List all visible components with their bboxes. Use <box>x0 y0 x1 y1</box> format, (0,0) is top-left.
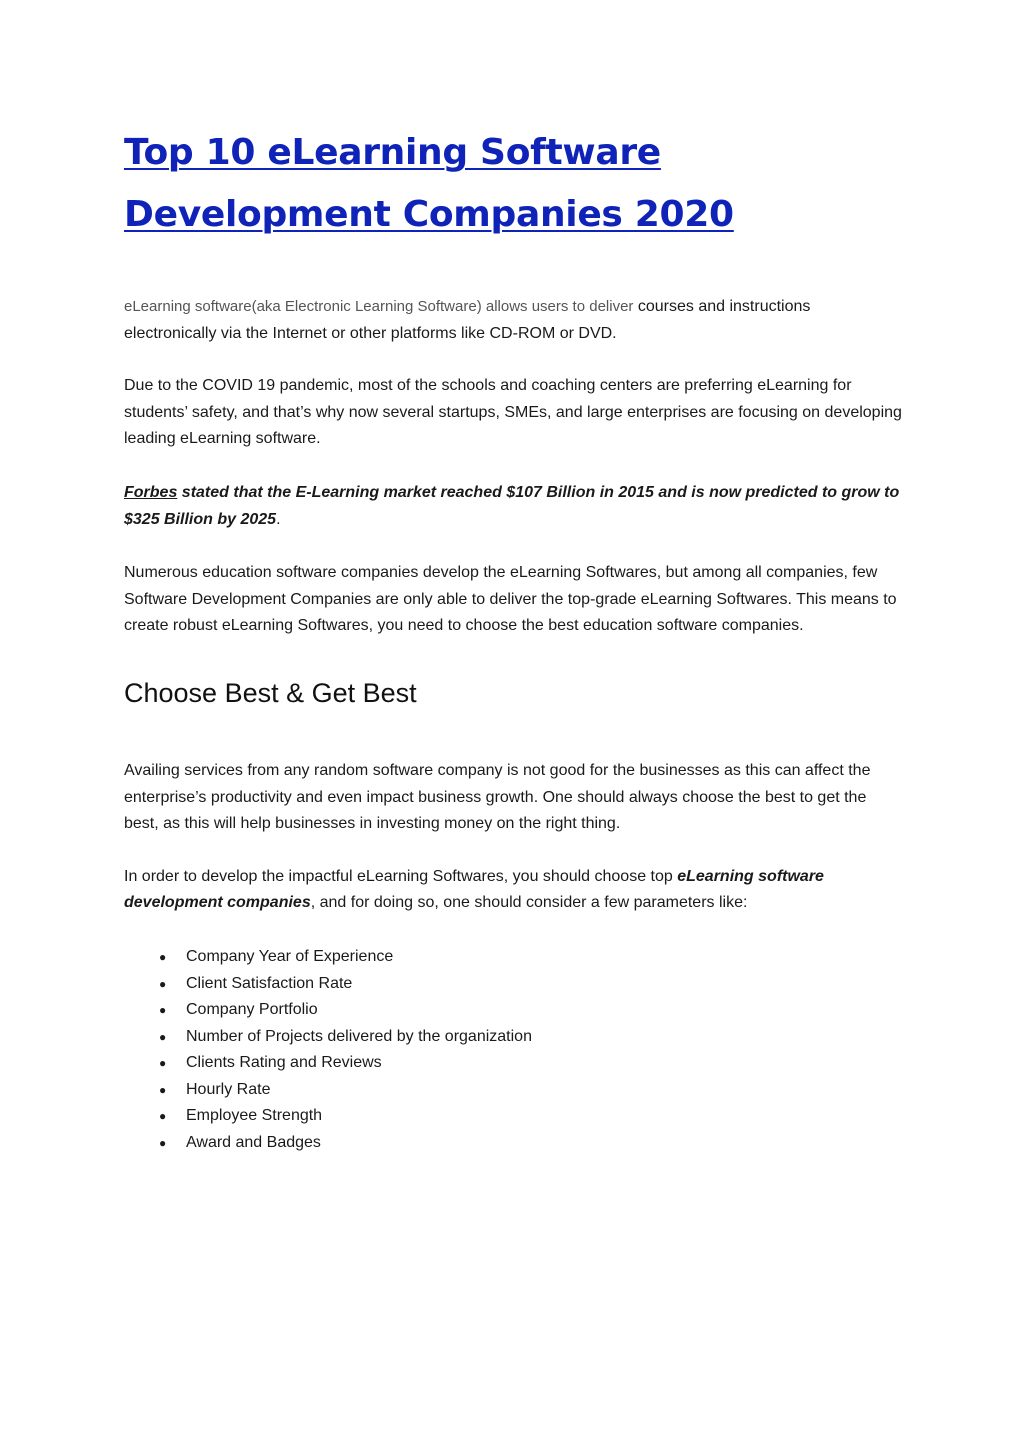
intro-rest-text: courses and instructions electronically via the Internet or other platforms like CD-ROM or DVD. <box>124 298 811 342</box>
list-item-label: Company Portfolio <box>186 1001 318 1019</box>
list-item-label: Award and Badges <box>186 1134 321 1152</box>
bullet-icon: ● <box>159 1003 167 1018</box>
order-after-text: , and for doing so, one should consider a few parameters like: <box>310 894 748 912</box>
numerous-paragraph: Numerous education software companies develop the eLearning Softwares, but among all companies, few Software Development Companies are only able to deliver the top-grade eLearning Softwares. This means to create robust eLearning Softwares, you need to choose the best education software companies. <box>124 564 897 635</box>
list-item-label: Clients Rating and Reviews <box>186 1054 382 1072</box>
list-item-label: Number of Projects delivered by the organization <box>186 1027 532 1045</box>
intro-paragraph <box>124 294 904 347</box>
document-page <box>124 122 904 1157</box>
list-item-label: Employee Strength <box>186 1107 323 1125</box>
list-item <box>124 1077 904 1104</box>
bullet-icon: ● <box>159 949 167 964</box>
forbes-period: . <box>276 510 281 528</box>
list-item-label: Company Year of Experience <box>186 947 394 965</box>
bullet-icon: ● <box>159 976 167 991</box>
list-item <box>124 944 904 971</box>
list-item <box>124 971 904 998</box>
order-paragraph <box>124 864 904 917</box>
order-emphasis-text: eLearning software development companies <box>124 867 824 912</box>
choose-best-heading: Choose Best & Get Best <box>124 677 417 708</box>
list-item <box>124 1050 904 1077</box>
bullet-icon: ● <box>159 1056 167 1071</box>
forbes-statement: stated that the E-Learning market reached $107 Billion in 2015 and is now predicted to grow to $325 Billion by 2025 <box>124 483 900 528</box>
list-item <box>124 1130 904 1157</box>
list-item <box>124 997 904 1024</box>
title-link[interactable]: Top 10 eLearning Software Development Companies 2020 <box>124 132 734 235</box>
list-item-label: Hourly Rate <box>186 1080 271 1098</box>
bullet-icon: ● <box>159 1082 167 1097</box>
list-item <box>124 1024 904 1051</box>
availing-paragraph: Availing services from any random software company is not good for the businesses as this can affect the enterprise’s productivity and even impact business growth. One should always choose the best to get the best, as this will help businesses in investing money on the right thing. <box>124 761 871 833</box>
order-before-text: In order to develop the impactful eLearning Softwares, you should choose top <box>124 867 678 885</box>
page-title <box>124 122 904 246</box>
bullet-icon: ● <box>159 1109 167 1124</box>
list-item-label: Client Satisfaction Rate <box>186 974 353 992</box>
forbes-paragraph <box>124 480 904 533</box>
list-item <box>124 1103 904 1130</box>
forbes-link[interactable]: Forbes <box>124 483 178 501</box>
bullet-icon: ● <box>159 1136 167 1151</box>
bullet-icon: ● <box>159 1029 167 1044</box>
parameters-list <box>124 944 904 1157</box>
intro-grey-text: eLearning software(aka Electronic Learning Software) allows users to deliver <box>124 298 634 315</box>
covid-paragraph: Due to the COVID 19 pandemic, most of the schools and coaching centers are preferring eLearning for students’ safety, and that’s why now several startups, SMEs, and large enterprises are focusing on developing leading eLearning software. <box>124 377 902 448</box>
